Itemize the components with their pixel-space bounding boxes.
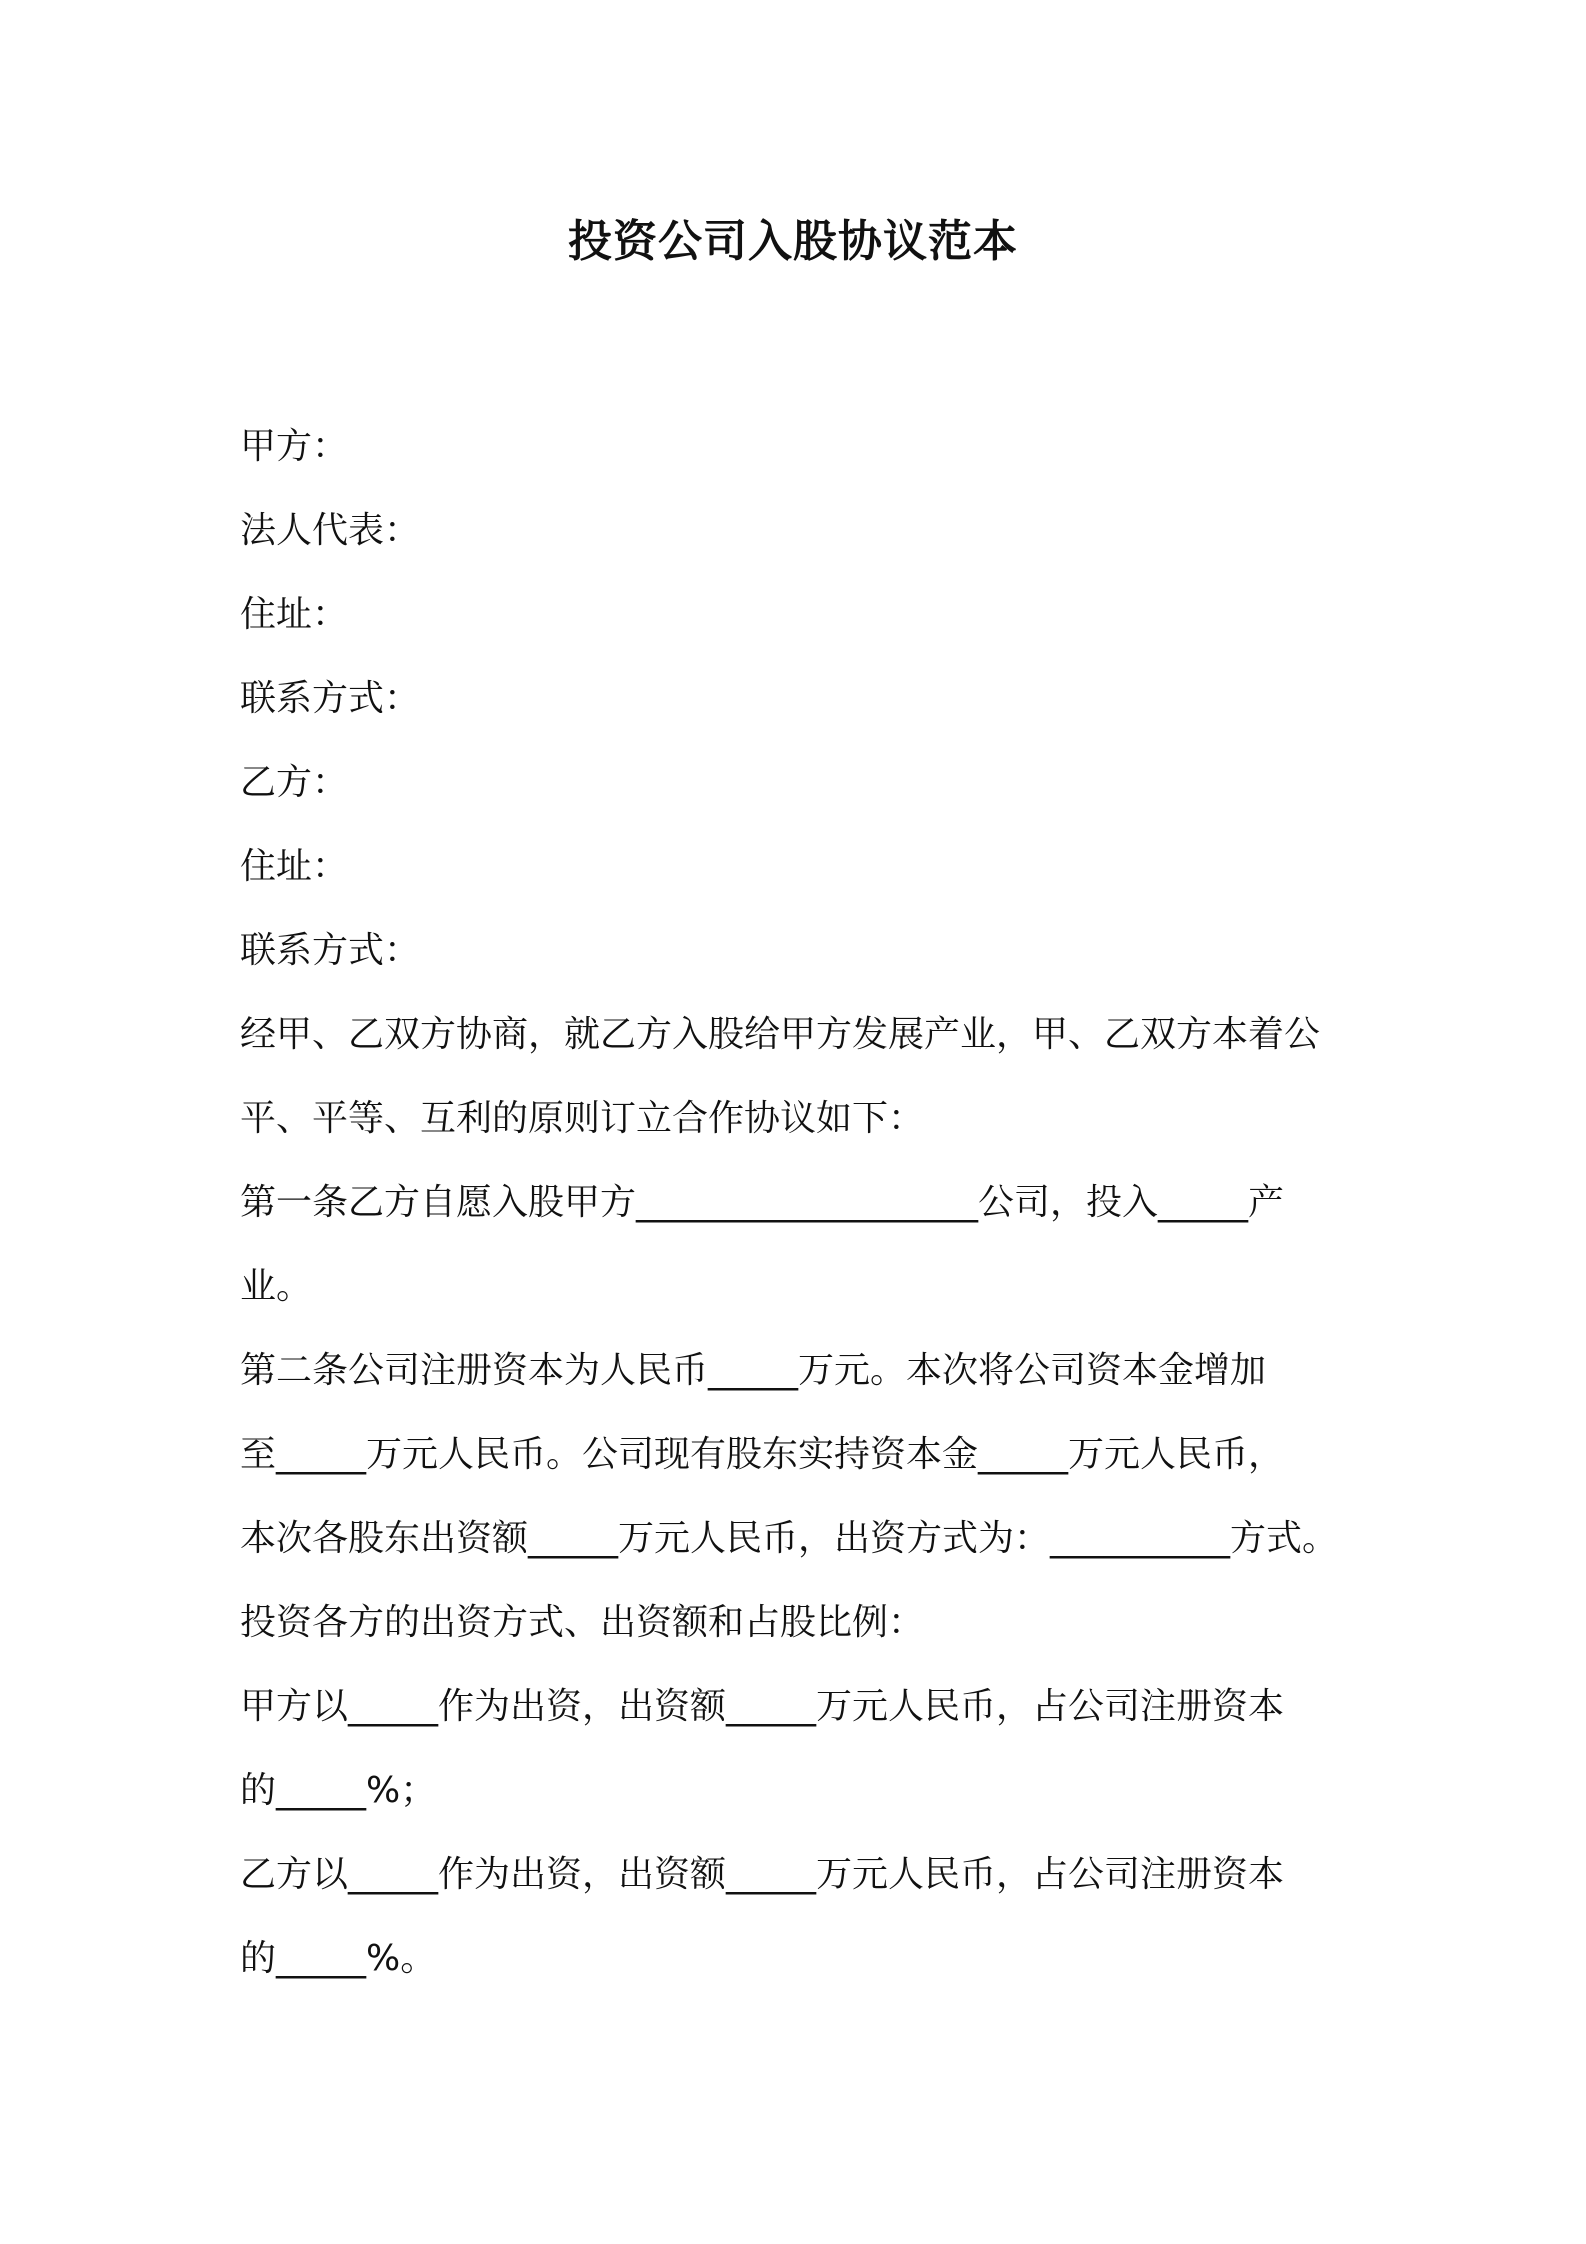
preamble-line-2: 平、平等、互利的原则订立合作协议如下：: [240, 1098, 925, 1139]
party-b-line: 乙方：: [240, 762, 349, 803]
party-a-contribution-line-2: 的_____%；: [240, 1770, 437, 1811]
legal-representative-line: 法人代表：: [240, 510, 421, 551]
contribution-heading-line: 投资各方的出资方式、出资额和占股比例：: [240, 1602, 925, 1643]
document-title: 投资公司入股协议范本: [568, 216, 1018, 267]
preamble-line-1: 经甲、乙双方协商，就乙方入股给甲方发展产业，甲、乙双方本着公: [240, 1014, 1321, 1055]
article-2-line-1: 第二条公司注册资本为人民币_____万元。本次将公司资本金增加: [240, 1350, 1267, 1391]
party-b-contribution-line-1: 乙方以_____作为出资，出资额_____万元人民币，占公司注册资本: [240, 1854, 1285, 1895]
party-a-contact-line: 联系方式：: [240, 678, 421, 719]
article-2-line-2: 至_____万元人民币。公司现有股东实持资本金_____万元人民币，: [240, 1434, 1285, 1475]
party-a-line: 甲方：: [240, 426, 349, 467]
party-a-address-line: 住址：: [240, 594, 349, 635]
article-1-line-2: 业。: [240, 1266, 313, 1307]
party-a-contribution-line-1: 甲方以_____作为出资，出资额_____万元人民币，占公司注册资本: [240, 1686, 1285, 1727]
article-1-line-1: 第一条乙方自愿入股甲方___________________公司，投入_____产: [240, 1182, 1285, 1223]
document-body: [240, 405, 1360, 2001]
party-b-address-line: 住址：: [240, 846, 349, 887]
article-2-line-3: 本次各股东出资额_____万元人民币，出资方式为：__________方式。: [240, 1518, 1339, 1559]
party-b-contribution-line-2: 的_____%。: [240, 1938, 437, 1979]
party-b-contact-line: 联系方式：: [240, 930, 421, 971]
